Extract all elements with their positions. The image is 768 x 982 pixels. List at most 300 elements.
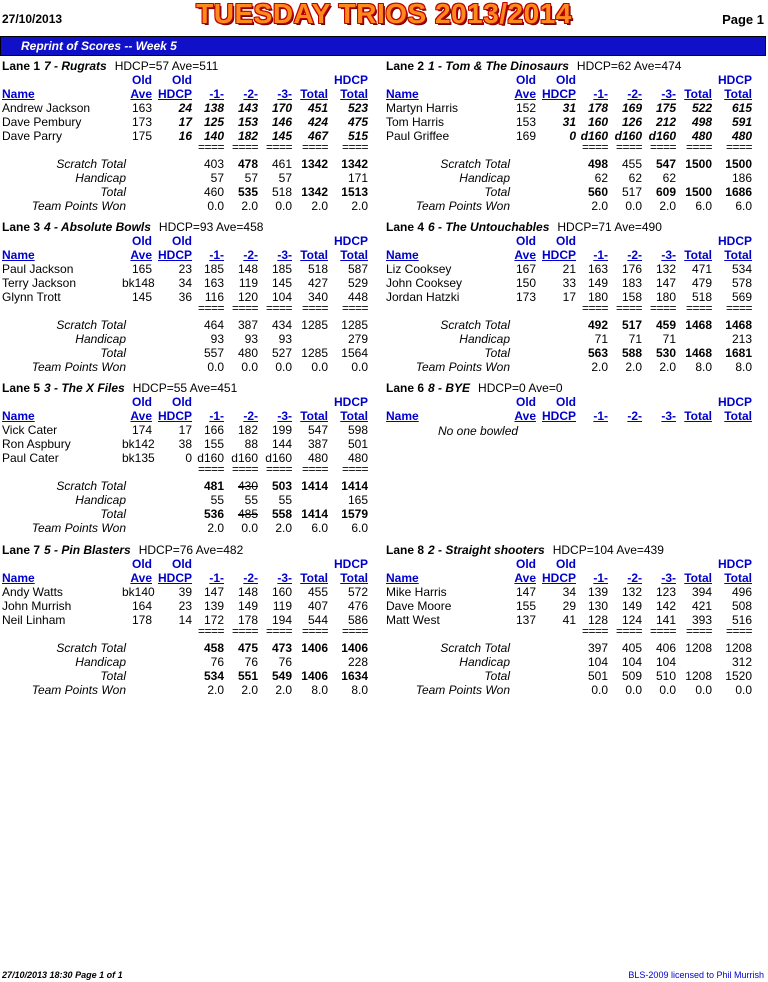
lane-number: Lane 1 (2, 59, 41, 73)
player-handicap: 36 (178, 290, 192, 304)
player-game3: 180 (655, 290, 676, 304)
scratch-total-row-label: Scratch Total (440, 318, 510, 332)
handicap-row-g1: 104 (587, 655, 608, 669)
game3-header: -3- (277, 409, 292, 423)
team-points-row-htotal: 8.0 (735, 360, 752, 374)
separator: ==== (341, 301, 368, 315)
player-handicap: 23 (178, 262, 192, 276)
handicap-row (386, 171, 758, 185)
player-game3: 144 (271, 437, 292, 451)
column-header-top (386, 395, 758, 409)
separator-row (2, 624, 374, 638)
separator: ==== (231, 140, 258, 154)
player-handicap-total: 515 (347, 129, 368, 143)
player-row (386, 585, 758, 599)
separator: ==== (581, 301, 608, 315)
player-game2: 143 (237, 101, 258, 115)
scratch-total-row-total: 1414 (301, 479, 328, 493)
lane-block (2, 543, 382, 703)
scratch-total-row-label: Scratch Total (56, 157, 126, 171)
separator: ==== (265, 301, 292, 315)
total-row-label: Total (100, 346, 126, 360)
scratch-total-row-g3: 406 (655, 641, 676, 655)
total-row (2, 669, 374, 683)
separator: ==== (581, 624, 608, 638)
player-name: Glynn Trott (2, 290, 61, 304)
player-average: 145 (131, 290, 152, 304)
player-handicap: 41 (562, 613, 576, 627)
name-header: Name (386, 87, 419, 101)
player-average: 152 (515, 101, 536, 115)
player-row (2, 276, 374, 290)
lane-number: Lane 5 (2, 381, 41, 395)
player-average: 169 (515, 129, 536, 143)
player-name: Mike Harris (386, 585, 447, 599)
separator: ==== (341, 462, 368, 476)
separator: ==== (685, 140, 712, 154)
separator-row (386, 140, 758, 154)
player-game3: 199 (271, 423, 292, 437)
total-row (386, 669, 758, 683)
player-average: 137 (515, 613, 536, 627)
column-header (2, 571, 374, 585)
old-label: Old (556, 234, 576, 248)
separator: ==== (301, 140, 328, 154)
separator: ==== (197, 301, 224, 315)
lane-number: Lane 6 (386, 381, 425, 395)
old-label: Old (556, 395, 576, 409)
game1-header: -1- (209, 571, 224, 585)
handicap-row-g2: 62 (628, 171, 642, 185)
player-game1: 172 (203, 613, 224, 627)
team-points-row-total: 0.0 (695, 683, 712, 697)
team-name: 6 - The Untouchables (428, 220, 550, 234)
player-total: 394 (691, 585, 712, 599)
player-name: Dave Pembury (2, 115, 82, 129)
total-row (386, 185, 758, 199)
handicap-row-g1: 57 (210, 171, 224, 185)
scratch-total-row (2, 157, 374, 171)
player-game1: d160 (197, 451, 224, 465)
column-header-top (386, 557, 758, 571)
column-header-top (2, 234, 374, 248)
lane-number: Lane 4 (386, 220, 425, 234)
player-name: Vick Cater (2, 423, 58, 437)
player-name: Andy Watts (2, 585, 63, 599)
game2-header: -2- (627, 409, 642, 423)
scratch-total-row-g1: 481 (203, 479, 224, 493)
hdcp-header: HDCP (541, 409, 576, 423)
game2-header: -2- (627, 571, 642, 585)
player-game2: 119 (238, 276, 258, 290)
handicap-row (2, 332, 374, 346)
scratch-total-row-g3: 461 (271, 157, 292, 171)
total-row-htotal: 1634 (341, 669, 368, 683)
column-header (386, 248, 758, 262)
hdcp-label: HDCP (717, 73, 752, 87)
team-name: 7 - Rugrats (44, 59, 107, 73)
total-row-g3: 527 (271, 346, 292, 360)
player-row (386, 599, 758, 613)
scratch-total-row (386, 318, 758, 332)
ave-header: Ave (514, 409, 536, 423)
player-name: Matt West (386, 613, 440, 627)
player-handicap-total: 598 (347, 423, 368, 437)
old-label: Old (516, 73, 536, 87)
player-name: Neil Linham (2, 613, 66, 627)
player-handicap: 24 (178, 101, 192, 115)
column-header-top (386, 234, 758, 248)
team-points-row-htotal: 2.0 (351, 199, 368, 213)
player-game1: 178 (587, 101, 608, 115)
scratch-total-row-g1: 458 (203, 641, 224, 655)
player-game1: 138 (203, 101, 224, 115)
separator: ==== (581, 140, 608, 154)
team-points-row-g2: 2.0 (241, 199, 258, 213)
old-label: Old (516, 234, 536, 248)
scratch-total-row-total: 1468 (685, 318, 712, 332)
old-label: Old (556, 557, 576, 571)
game3-header: -3- (277, 87, 292, 101)
scratch-total-row-g2: 405 (621, 641, 642, 655)
separator-row (2, 140, 374, 154)
lane-title (2, 220, 263, 234)
handicap-row-htotal: 165 (347, 493, 368, 507)
scratch-total-row-g3: 473 (271, 641, 292, 655)
separator: ==== (725, 624, 752, 638)
player-game1: 125 (203, 115, 224, 129)
player-name: Ron Aspbury (2, 437, 71, 451)
handicap-row (2, 493, 374, 507)
player-average: 155 (515, 599, 536, 613)
player-total: 518 (307, 262, 328, 276)
hdcp-total-header: Total (340, 87, 368, 101)
handicap-row-htotal: 213 (731, 332, 752, 346)
scratch-total-row-label: Scratch Total (440, 641, 510, 655)
total-header: Total (684, 87, 712, 101)
scratch-total-row-g2: 478 (237, 157, 258, 171)
old-label: Old (172, 234, 192, 248)
team-points-row-g1: 0.0 (207, 199, 224, 213)
scratch-total-row-htotal: 1406 (341, 641, 368, 655)
old-label: Old (132, 557, 152, 571)
total-row-total: 1414 (301, 507, 328, 521)
player-row (386, 276, 758, 290)
total-row-total: 1285 (301, 346, 328, 360)
team-points-row-g3: 2.0 (659, 199, 676, 213)
handicap-row (386, 655, 758, 669)
team-stats: HDCP=71 Ave=490 (557, 220, 662, 234)
player-total: 547 (307, 423, 328, 437)
total-row-label: Total (484, 185, 510, 199)
ave-header: Ave (514, 571, 536, 585)
player-handicap: 17 (178, 115, 192, 129)
team-points-row-g2: 0.0 (241, 360, 258, 374)
player-game3: 147 (655, 276, 676, 290)
total-row-htotal: 1579 (341, 507, 368, 521)
report-date: 27/10/2013 (2, 12, 63, 26)
player-average: 147 (515, 585, 536, 599)
player-name: Tom Harris (386, 115, 445, 129)
player-game3: d160 (648, 129, 676, 143)
column-header (386, 571, 758, 585)
player-game2: 148 (237, 262, 258, 276)
player-handicap-total: 508 (731, 599, 752, 613)
scratch-total-row-total: 1285 (301, 318, 328, 332)
scratch-total-row-g1: 492 (587, 318, 608, 332)
handicap-row-htotal: 279 (347, 332, 368, 346)
player-game3: 175 (655, 101, 676, 115)
player-game3: 194 (271, 613, 292, 627)
handicap-row-g1: 62 (594, 171, 608, 185)
team-points-row-label: Team Points Won (31, 521, 126, 535)
handicap-row-g2: 71 (628, 332, 642, 346)
total-row-total: 1342 (301, 185, 328, 199)
total-row-g1: 534 (203, 669, 224, 683)
separator: ==== (725, 140, 752, 154)
player-average: bk148 (122, 276, 155, 290)
separator-row (2, 301, 374, 315)
hdcp-header: HDCP (157, 409, 192, 423)
player-game1: 130 (587, 599, 608, 613)
handicap-row-g3: 71 (662, 332, 676, 346)
total-row-g1: 557 (203, 346, 224, 360)
player-row (386, 115, 758, 129)
player-game2: 178 (237, 613, 258, 627)
team-stats: HDCP=55 Ave=451 (132, 381, 238, 395)
player-average: 153 (515, 115, 536, 129)
player-game3: 160 (271, 585, 292, 599)
total-row-htotal: 1520 (725, 669, 752, 683)
handicap-row-g3: 55 (278, 493, 292, 507)
scratch-total-row-g2: 475 (237, 641, 258, 655)
player-total: 387 (307, 437, 328, 451)
team-name: 8 - BYE (428, 381, 471, 395)
total-header: Total (684, 409, 712, 423)
lane-block (386, 543, 766, 703)
player-handicap-total: 501 (347, 437, 368, 451)
handicap-row-g1: 93 (210, 332, 224, 346)
separator: ==== (301, 301, 328, 315)
player-total: 393 (691, 613, 712, 627)
total-row-htotal: 1564 (341, 346, 368, 360)
player-game3: 146 (271, 115, 292, 129)
player-game1: 166 (203, 423, 224, 437)
scratch-total-row (2, 318, 374, 332)
player-handicap-total: 615 (731, 101, 752, 115)
player-total: 518 (691, 290, 712, 304)
player-row (2, 423, 374, 437)
game3-header: -3- (661, 571, 676, 585)
player-game3: 185 (271, 262, 292, 276)
lane-number: Lane 3 (2, 220, 41, 234)
name-header: Name (2, 571, 35, 585)
scratch-total-row (2, 641, 374, 655)
footer-print-info: 27/10/2013 18:30 Page 1 of 1 (2, 970, 123, 980)
player-row (2, 101, 374, 115)
team-points-row-g3: 0.0 (275, 199, 292, 213)
ave-header: Ave (130, 571, 152, 585)
player-game3: 212 (655, 115, 676, 129)
player-game1: 116 (204, 290, 224, 304)
total-row-g1: 560 (587, 185, 608, 199)
lane-title (386, 381, 563, 395)
column-header (2, 87, 374, 101)
team-points-row (2, 360, 374, 374)
team-name: 2 - Straight shooters (428, 543, 545, 557)
game3-header: -3- (277, 571, 292, 585)
total-row-g3: 549 (271, 669, 292, 683)
player-game3: 145 (271, 129, 292, 143)
handicap-row-g2: 93 (244, 332, 258, 346)
total-row-htotal: 1686 (725, 185, 752, 199)
team-name: 1 - Tom & The Dinosaurs (428, 59, 569, 73)
scratch-total-row-label: Scratch Total (56, 479, 126, 493)
ave-header: Ave (130, 87, 152, 101)
scratch-total-row-g3: 434 (271, 318, 292, 332)
player-game2: d160 (614, 129, 642, 143)
scratch-total-row-g2: 517 (621, 318, 642, 332)
team-name: 3 - The X Files (44, 381, 125, 395)
team-points-row-g3: 0.0 (659, 683, 676, 697)
total-header: Total (300, 248, 328, 262)
name-header: Name (386, 248, 419, 262)
scratch-total-row-g3: 459 (655, 318, 676, 332)
handicap-row-label: Handicap (459, 171, 510, 185)
hdcp-label: HDCP (717, 395, 752, 409)
separator: ==== (615, 301, 642, 315)
player-total: 544 (307, 613, 328, 627)
separator: ==== (725, 301, 752, 315)
player-total: 340 (307, 290, 328, 304)
lane-block (386, 59, 766, 219)
page-number: Page 1 (722, 12, 764, 27)
player-handicap-total: 448 (347, 290, 368, 304)
player-name: Paul Jackson (2, 262, 74, 276)
team-points-row-g2: 0.0 (625, 683, 642, 697)
player-name: John Murrish (2, 599, 72, 613)
separator: ==== (231, 624, 258, 638)
player-game2: 126 (621, 115, 642, 129)
player-total: 480 (307, 451, 328, 465)
total-row-g3: 510 (655, 669, 676, 683)
player-handicap-total: 476 (347, 599, 368, 613)
hdcp-label: HDCP (717, 557, 752, 571)
player-game2: 158 (621, 290, 642, 304)
ave-header: Ave (514, 248, 536, 262)
player-average: 167 (515, 262, 536, 276)
old-label: Old (556, 73, 576, 87)
player-game1: 128 (587, 613, 608, 627)
game1-header: -1- (209, 248, 224, 262)
player-total: 424 (307, 115, 328, 129)
total-row-g2: 480 (237, 346, 258, 360)
player-handicap: 39 (178, 585, 192, 599)
lane-block (2, 220, 382, 380)
separator: ==== (301, 462, 328, 476)
game2-header: -2- (243, 571, 258, 585)
separator: ==== (197, 140, 224, 154)
player-row (386, 101, 758, 115)
scratch-total-row-g3: 547 (655, 157, 676, 171)
game2-header: -2- (243, 248, 258, 262)
separator: ==== (231, 462, 258, 476)
player-game2: d160 (231, 451, 258, 465)
scratch-total-row (386, 641, 758, 655)
total-row (386, 346, 758, 360)
player-game1: 139 (587, 585, 608, 599)
separator: ==== (649, 301, 676, 315)
scratch-total-row-htotal: 1500 (725, 157, 752, 171)
separator: ==== (197, 462, 224, 476)
report-title: TUESDAY TRIOS 2013/2014 (196, 0, 572, 29)
lane-title (386, 220, 662, 234)
hdcp-header: HDCP (541, 87, 576, 101)
total-row-total: 1500 (685, 185, 712, 199)
game1-header: -1- (209, 87, 224, 101)
player-handicap-total: 534 (731, 262, 752, 276)
scratch-total-row-g1: 498 (587, 157, 608, 171)
team-points-row-label: Team Points Won (31, 360, 126, 374)
player-handicap: 34 (178, 276, 192, 290)
hdcp-total-header: Total (340, 409, 368, 423)
player-handicap: 0 (185, 451, 192, 465)
hdcp-header: HDCP (157, 87, 192, 101)
lane-title (386, 59, 681, 73)
total-header: Total (300, 571, 328, 585)
team-points-row (386, 199, 758, 213)
scratch-total-row-total: 1208 (685, 641, 712, 655)
scratch-total-row-label: Scratch Total (440, 157, 510, 171)
player-row (2, 585, 374, 599)
player-game2: 132 (621, 585, 642, 599)
player-handicap-total: 480 (731, 129, 752, 143)
scratch-total-row-g3: 503 (271, 479, 292, 493)
scratch-total-row-g2: 455 (621, 157, 642, 171)
player-total: 455 (307, 585, 328, 599)
scratch-total-row-g2: 430 (237, 479, 258, 493)
old-label: Old (172, 395, 192, 409)
game3-header: -3- (661, 87, 676, 101)
name-header: Name (2, 248, 35, 262)
player-average: 178 (131, 613, 152, 627)
team-name: 5 - Pin Blasters (44, 543, 131, 557)
player-game1: d160 (580, 129, 608, 143)
player-game1: 149 (587, 276, 608, 290)
total-row-g2: 517 (621, 185, 642, 199)
old-label: Old (516, 395, 536, 409)
handicap-row-g2: 55 (244, 493, 258, 507)
game3-header: -3- (661, 248, 676, 262)
team-points-row-g2: 2.0 (625, 360, 642, 374)
separator-row (386, 624, 758, 638)
total-row-g1: 460 (203, 185, 224, 199)
separator: ==== (649, 140, 676, 154)
ave-header: Ave (130, 409, 152, 423)
team-points-row-g2: 2.0 (241, 683, 258, 697)
player-handicap: 29 (562, 599, 576, 613)
team-points-row-htotal: 0.0 (351, 360, 368, 374)
team-points-row-g1: 0.0 (591, 683, 608, 697)
footer-license: BLS-2009 licensed to Phil Murrish (628, 970, 764, 980)
player-handicap: 17 (562, 290, 576, 304)
lane-title (2, 59, 218, 73)
player-game2: 124 (621, 613, 642, 627)
player-name: Liz Cooksey (386, 262, 452, 276)
total-row-label: Total (484, 669, 510, 683)
player-name: John Cooksey (386, 276, 463, 290)
player-handicap-total: 523 (347, 101, 368, 115)
